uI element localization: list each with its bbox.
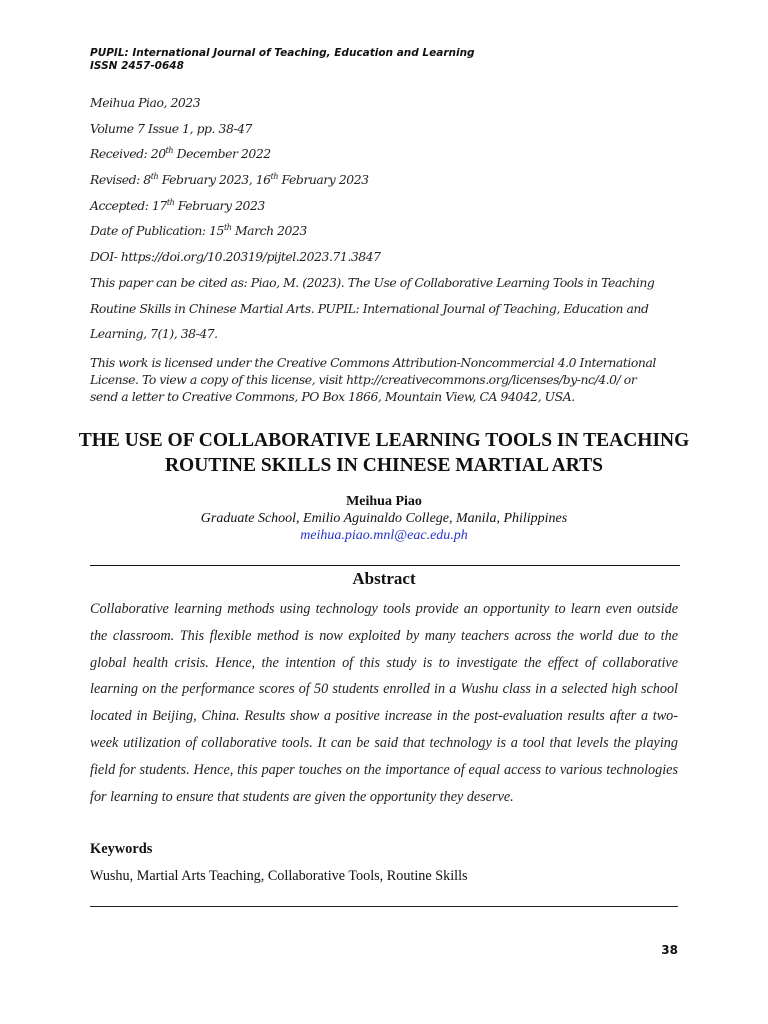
author-name: Meihua Piao [346, 494, 422, 509]
paper-title: THE USE OF COLLABORATIVE LEARNING TOOLS IN TEACHING ROUTINE SKILLS IN CHINESE MARTIAL ARTS [78, 430, 690, 476]
accepted-date: Accepted: 17th February 2023 [90, 197, 265, 213]
abstract-heading: Abstract [352, 569, 416, 588]
received-date: Received: 20th December 2022 [90, 146, 271, 162]
page-number: 38 [661, 943, 678, 957]
journal-header [90, 47, 475, 73]
keywords-body: Wushu, Martial Arts Teaching, Collaborative Tools, Routine Skills [90, 868, 468, 884]
journal-name: PUPIL: International Journal of Teaching, Education and Learning [90, 47, 475, 59]
author-email-link[interactable]: meihua.piao.mnl@eac.edu.ph [300, 528, 468, 543]
top-divider [90, 565, 680, 566]
author-affiliation: Graduate School, Emilio Aguinaldo College, Manila, Philippines [200, 511, 568, 526]
author-year: Meihua Piao, 2023 [90, 95, 201, 110]
abstract-body: Collaborative learning methods using technology tools provide an opportunity to learn even outside the classroom. This flexible method is now exploited by many teachers across the world due to the global health crisis. Hence, the intention of this study is to investigate the effect of collaborative learning on the performance scores of 50 students enrolled in a Wushu class in a selected high school located in Beijing, China. Results show a positive increase in the post-evaluation results after a two-week utilization of collaborative tools. It can be said that technology is a tool that levels the playing field for students. Hence, this paper touches on the importance of equal access to various technologies for learning to ensure that students are given the opportunity they deserve. [90, 601, 678, 805]
keywords-heading: Keywords [90, 841, 153, 857]
journal-issn: ISSN 2457-0648 [90, 60, 184, 72]
citation-text: This paper can be cited as: Piao, M. (2023). The Use of Collaborative Learning Tools in Teaching Routine Skills in Chinese Martial Arts. PUPIL: International Journal of Teaching, Education and Learning, 7(1), 38-47. [90, 274, 655, 342]
publication-date: Date of Publication: 15th March 2023 [90, 223, 307, 239]
doi-link[interactable]: DOI- https://doi.org/10.20319/pijtel.2023.71.3847 [90, 249, 381, 265]
article-metadata [90, 90, 690, 405]
license-text: This work is licensed under the Creative Commons Attribution-Noncommercial 4.0 International License. To view a copy of this license, visit http://creativecommons.org/licenses/by-nc/4.0/ or send a letter to Creative Commons, PO Box 1866, Mountain View, CA 94042, USA. [90, 354, 656, 404]
volume-issue: Volume 7 Issue 1, pp. 38-47 [90, 120, 252, 136]
author-block [60, 493, 708, 544]
bottom-divider [90, 906, 678, 907]
revised-date: Revised: 8th February 2023, 16th February 2023 [90, 171, 369, 188]
